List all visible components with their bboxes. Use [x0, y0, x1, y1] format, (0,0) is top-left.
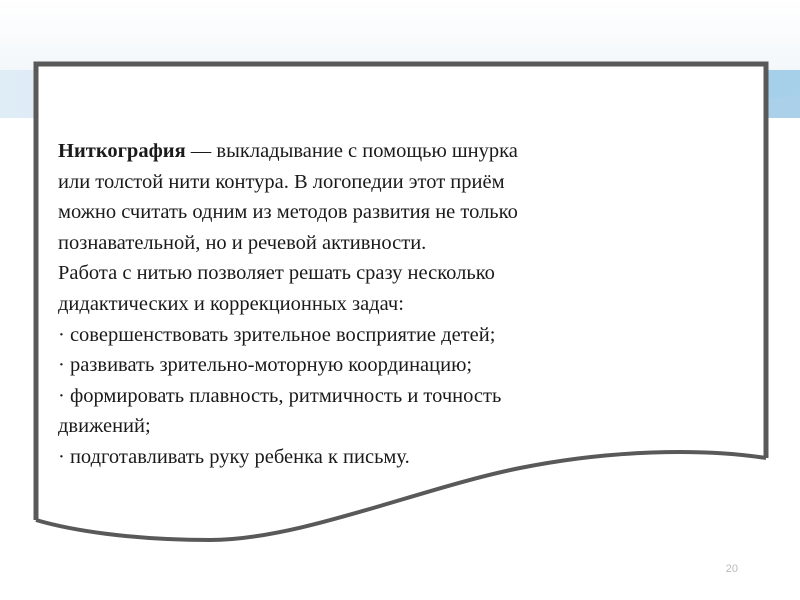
bullet-item: · формировать плавность, ритмичность и точность — [58, 384, 502, 407]
text-line: дидактических и коррекционных задач: — [58, 292, 404, 315]
page-number: 20 — [725, 563, 738, 575]
content-text — [58, 136, 678, 473]
bullet-item: · развивать зрительно-моторную координацию; — [58, 354, 473, 377]
text-line: или толстой нити контура. В логопедии этот приём — [58, 170, 505, 193]
text-line: познавательной, но и речевой активности. — [58, 231, 427, 254]
text-line: движений; — [58, 415, 151, 438]
text-line: можно считать одним из методов развития не только — [58, 201, 518, 224]
definition-line — [58, 136, 678, 167]
bullet-item: · подготавливать руку ребенка к письму. — [58, 445, 410, 468]
term-title: Ниткография — [58, 140, 186, 162]
top-area — [0, 0, 800, 70]
text-line: Работа с нитью позволяет решать сразу несколько — [58, 262, 495, 285]
term-definition: — выкладывание с помощью шнурка — [185, 140, 518, 162]
bullet-item: · совершенствовать зрительное восприятие детей; — [58, 323, 496, 346]
